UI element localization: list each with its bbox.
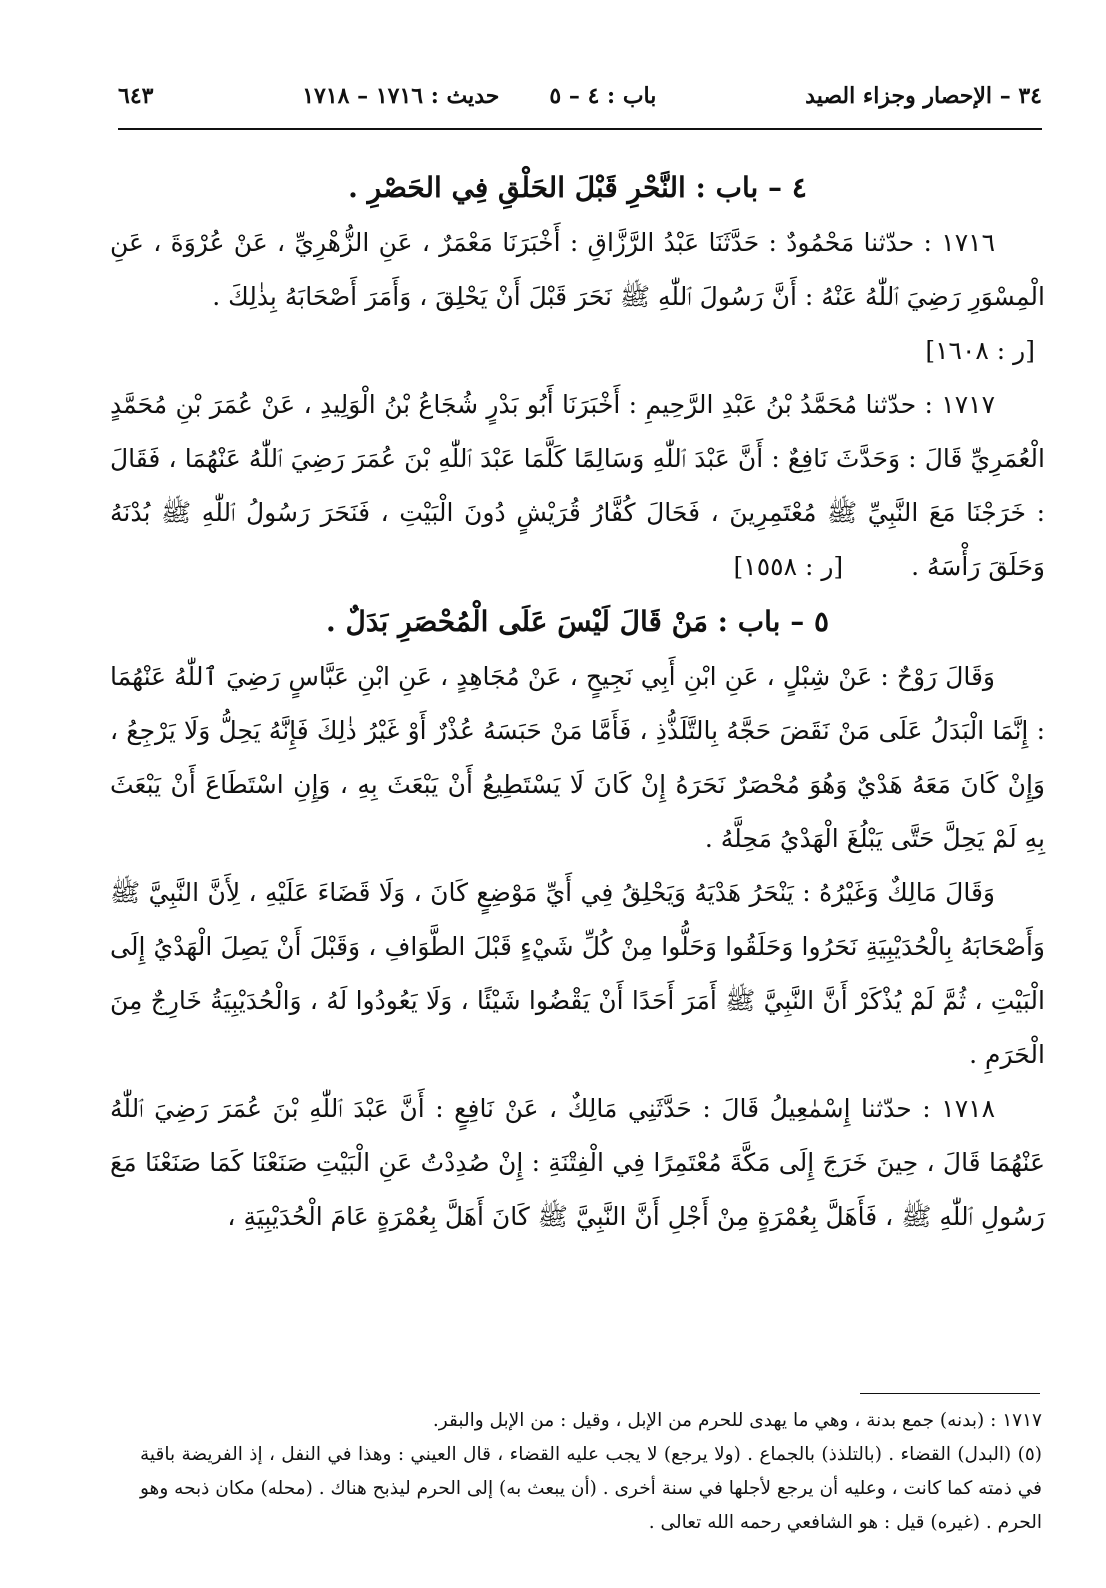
chapter-heading-4: ٤ – باب : النَّحْرِ قَبْلَ الحَلْقِ فِي الحَصْرِ . — [348, 171, 807, 204]
chapter-title: ٣٤ – الإحصار وجزاء الصيد — [805, 83, 1042, 109]
paragraph-rawh: وَقَالَ رَوْحٌ : عَنْ شِبْلٍ ، عَنِ ابْنِ أَبِي نَجِيحٍ ، عَنْ مُجَاهِدٍ ، عَنِ ابْنِ عَبَّاسٍ رَضِيَ ٱللّٰهُ عَنْهُمَا : إِنَّمَا الْبَدَلُ عَلَى مَنْ نَقَضَ حَجَّهُ بِالتَّلَذُّذِ ، فَأَمَّا مَنْ حَبَسَهُ عُذْرٌ أَوْ غَيْرُ ذٰلِكَ فَإِنَّهُ يَحِلُّ وَلَا يَرْجِعُ ، وَإِنْ كَانَ مَعَهُ هَدْيٌ وَهُوَ مُحْصَرٌ نَحَرَهُ إِنْ كَانَ لَا يَسْتَطِيعُ أَنْ يَبْعَثَ بِهِ ، وَإِنِ اسْتَطَاعَ أَنْ يَبْعَثَ بِهِ لَمْ يَحِلَّ حَتَّى يَبْلُغَ الْهَدْيُ مَحِلَّهُ . — [110, 662, 1045, 853]
chapter-heading-5: ٥ – باب : مَنْ قَالَ لَيْسَ عَلَى الْمُحْصَرِ بَدَلٌ . — [326, 605, 829, 638]
hadith-1716-text: ١٧١٦ : حدّثنا مَحْمُودٌ : حَدَّثَنَا عَبْدُ الرَّزَّاقِ : أَخْبَرَنَا مَعْمَرٌ ، عَنِ الزُّهْرِيِّ ، عَنْ عُرْوَةَ ، عَنِ الْمِسْوَرِ رَضِيَ ٱللّٰهُ عَنْهُ : أَنَّ رَسُولَ ٱللّٰهِ ﷺ نَحَرَ قَبْلَ أَنْ يَحْلِقَ ، وَأَمَرَ أَصْحَابَهُ بِذٰلِكَ . — [110, 228, 1045, 311]
footnote-divider — [860, 1393, 1040, 1394]
footnote-1717: ١٧١٧ : (بدنه) جمع بدنة ، وهي ما يهدى للحرم من الإبل ، وقيل : من الإبل والبقر. — [432, 1410, 1042, 1431]
paragraph-malik: وَقَالَ مَالِكٌ وَغَيْرُهُ : يَنْحَرُ هَدْيَهُ وَيَحْلِقُ فِي أَيِّ مَوْضِعٍ كَانَ ، وَلَا قَضَاءَ عَلَيْهِ ، لِأَنَّ النَّبِيَّ ﷺ وَأَصْحَابَهُ بِالْحُدَيْبِيَةِ نَحَرُوا وَحَلَقُوا وَحَلُّوا مِنْ كُلِّ شَيْءٍ قَبْلَ الطَّوَافِ ، وَقَبْلَ أَنْ يَصِلَ الْهَدْيُ إِلَى الْبَيْتِ ، ثُمَّ لَمْ يُذْكَرْ أَنَّ النَّبِيَّ ﷺ أَمَرَ أَحَدًا أَنْ يَقْضُوا شَيْئًا ، وَلَا يَعُودُوا لَهُ ، وَالْحُدَيْبِيَةُ خَارِجٌ مِنَ الْحَرَمِ . — [110, 878, 1045, 1069]
cross-reference: [ر : ١٦٠٨] — [925, 336, 1035, 365]
main-text — [110, 160, 1045, 1244]
header-divider — [118, 128, 1042, 130]
hadith-1718: ١٧١٨ : حدّثنا إِسْمٰعِيلُ قَالَ : حَدَّثَنِي مَالِكٌ ، عَنْ نَافِعٍ : أَنَّ عَبْدَ ٱللّٰهِ بْنَ عُمَرَ رَضِيَ ٱللّٰهُ عَنْهُمَا قَالَ ، حِينَ خَرَجَ إِلَى مَكَّةَ مُعْتَمِرًا فِي الْفِتْنَةِ : إِنْ صُدِدْتُ عَنِ الْبَيْتِ صَنَعْنَا كَمَا صَنَعْنَا مَعَ رَسُولِ ٱللّٰهِ ﷺ ، فَأَهَلَّ بِعُمْرَةٍ مِنْ أَجْلِ أَنَّ النَّبِيَّ ﷺ كَانَ أَهَلَّ بِعُمْرَةٍ عَامَ الْحُدَيْبِيَةِ ، — [110, 1094, 1045, 1231]
reference-1716 — [110, 324, 1045, 378]
hadith-range: حديث : ١٧١٦ – ١٧١٨ — [302, 83, 500, 109]
footnotes — [140, 1404, 1042, 1540]
page-number: ٦٤٣ — [118, 83, 154, 109]
cross-reference: [ر : ١٥٥٨] — [733, 552, 844, 581]
running-header — [118, 76, 1042, 116]
footnote-5: (٥) (البدل) القضاء . (بالتلذذ) بالجماع . (ولا يرجع) لا يجب عليه القضاء ، قال العيني : وهذا في النفل ، إذ الفريضة باقية في ذمته كما كانت ، وعليه أن يرجع لأجلها في سنة أخرى . (أن يبعث به) إلى الحرم ليذبح هناك . (محله) مكان ذبحه وهو الحرم . (غيره) قيل : هو الشافعي رحمه الله تعالى . — [140, 1444, 1042, 1533]
hadith-1717-text: ١٧١٧ : حدّثنا مُحَمَّدُ بْنُ عَبْدِ الرَّحِيمِ : أَخْبَرَنَا أَبُو بَدْرٍ شُجَاعُ بْنُ الْوَلِيدِ ، عَنْ عُمَرَ بْنِ مُحَمَّدٍ الْعُمَرِيِّ قَالَ : وَحَدَّثَ نَافِعٌ : أَنَّ عَبْدَ ٱللّٰهِ وَسَالِمًا كَلَّمَا عَبْدَ ٱللّٰهِ بْنَ عُمَرَ رَضِيَ ٱللّٰهُ عَنْهُمَا ، فَقَالَ : خَرَجْنَا مَعَ النَّبِيِّ ﷺ مُعْتَمِرِينَ ، فَحَالَ كُفَّارُ قُرَيْشٍ دُونَ الْبَيْتِ ، فَنَحَرَ رَسُولُ ٱللّٰهِ ﷺ بُدْنَهُ وَحَلَقَ رَأْسَهُ . — [110, 390, 1045, 581]
header-middle — [302, 83, 656, 109]
hadith-1717 — [110, 378, 1045, 594]
hadith-1716 — [110, 216, 1045, 324]
bab-range: باب : ٤ – ٥ — [549, 83, 657, 109]
